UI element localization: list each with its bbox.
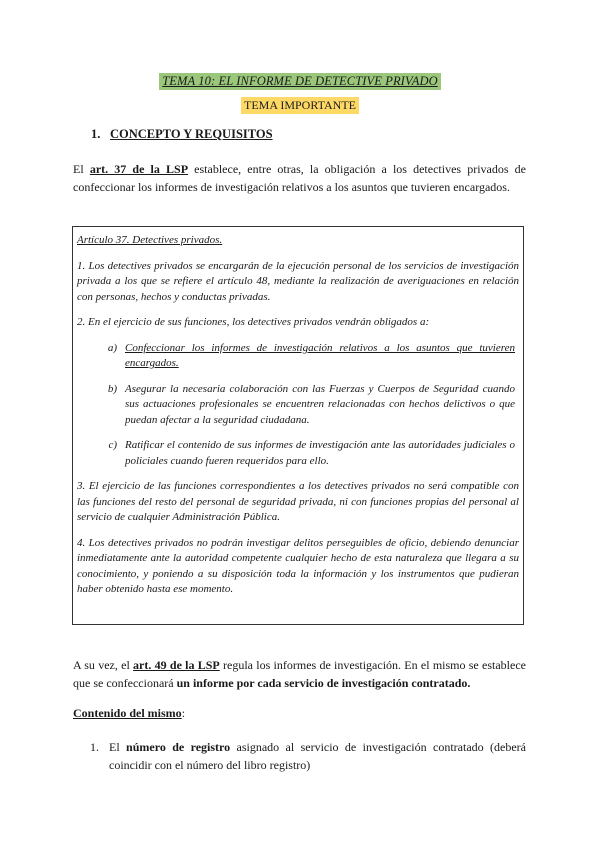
p2-bold: un informe por cada servicio de investigación contratado. [176,676,471,690]
title-block [0,72,600,90]
intro-law-ref: art. 37 de la LSP [89,162,189,176]
p2-prefix: A su vez, el [73,658,134,672]
article-paragraph-4: 4. Los detectives privados no podrán investigar delitos perseguibles de oficio, debiendo denunciar inmediatamente ante la autoridad competente cualquier hecho de esta naturaleza que llegara a su conocimiento, y poniendo a su disposición toda la información y los instrumentos que pudieran haber obtenido hasta ese momento. [77,536,519,595]
contenido-colon: : [181,706,186,720]
section-heading [91,127,273,142]
content-item-number: 1. [90,740,99,754]
content-item-bold: número de registro [126,740,231,754]
intro-prefix: El [73,162,90,176]
intro-paragraph [73,160,526,196]
article-paragraph-3: 3. El ejercicio de las funciones correspondientes a los detectives privados no será compatible con las funciones del resto del personal de seguridad privada, ni con funciones propias del personal al servicio de cualquier Administración Pública. [77,480,519,523]
p2-law-ref: art. 49 de la LSP [133,658,220,672]
content-item-text [109,738,526,774]
article-paragraph-2: 2. En el ejercicio de sus funciones, los detectives privados vendrán obligados a: [77,316,430,328]
list-text: Confeccionar los informes de investigación relativos a los asuntos que tuvieren encargados. [125,341,515,369]
obligations-list [77,341,519,470]
contenido-label: Contenido del mismo [73,706,182,720]
page-title: TEMA 10: EL INFORME DE DETECTIVE PRIVADO [159,73,441,90]
list-text: Asegurar la necesaria colaboración con las Fuerzas y Cuerpos de Seguridad cuando sus actuaciones profesionales se encuentren relacionadas con hechos delictivos o que puedan afectar a la seguridad ciudadana. [125,382,515,426]
list-item [77,341,519,372]
content-item-rest: asignado al servicio de investigación contratado (deberá coincidir con el número del libro registro) [109,740,526,772]
intro-rest: establece, entre otras, la obligación a los detectives privados de confeccionar los informes de investigación relativos a los asuntos que tuvieren encargados. [73,162,526,194]
list-text: Ratificar el contenido de sus informes de investigación ante las autoridades judiciales o policiales cuando fueren requeridos para ello. [125,439,515,467]
article-49-paragraph [73,656,526,692]
article-paragraph-1: 1. Los detectives privados se encargarán de la ejecución personal de los servicios de investigación privada a los que se refiere el artículo 48, mediante la realización de averiguaciones en relación con personas, hechos y conductas privadas. [77,259,519,303]
section-title: CONCEPTO Y REQUISITOS [110,127,273,141]
list-item [77,438,519,469]
list-letter: b) [107,382,117,395]
important-badge: TEMA IMPORTANTE [241,97,359,114]
p2-middle: regula los informes de investigación. En el mismo se establece que se confeccionará [73,658,526,690]
article-37-box [72,226,524,625]
content-item-prefix: El [109,740,127,754]
list-item [77,382,519,429]
list-letter: a) [107,341,117,354]
contenido-heading [73,706,185,721]
section-number: 1. [91,127,101,141]
content-list-item [90,738,526,774]
list-letter: c) [108,439,117,451]
subtitle-block [0,96,600,114]
article-title: Artículo 37. Detectives privados. [77,234,223,246]
